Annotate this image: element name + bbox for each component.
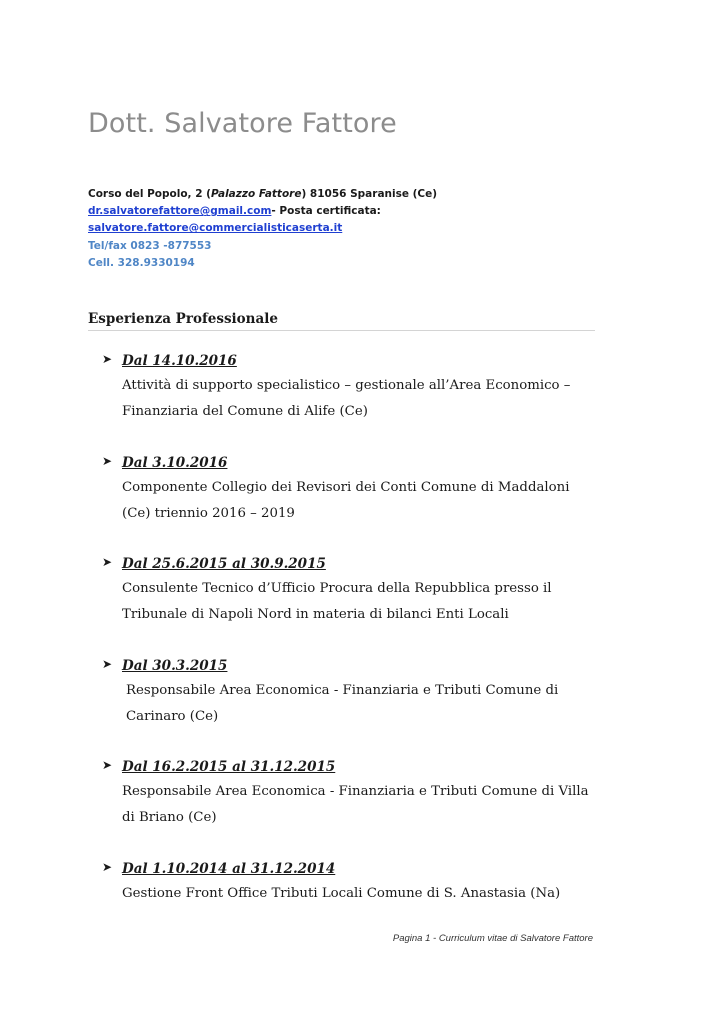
experience-item <box>102 858 592 907</box>
experience-date: Dal 1.10.2014 al 31.12.2014 <box>122 860 336 877</box>
pec-line <box>88 220 437 237</box>
arrow-bullet-icon: ➤ <box>102 453 113 468</box>
experience-date: Dal 25.6.2015 al 30.9.2015 <box>122 556 326 572</box>
experience-date: Dal 30.3.2015 <box>122 657 228 674</box>
experience-desc: Finanziaria del Comune di Alife (Ce) <box>122 404 368 419</box>
experience-desc: Tribunale di Napoli Nord in materia di bilanci Enti Locali <box>122 607 509 622</box>
experience-date: Dal 14.10.2016 <box>122 353 237 369</box>
experience-desc: Carinaro (Ce) <box>126 708 219 724</box>
address-italic: Palazzo Fattore <box>210 188 302 200</box>
experience-list <box>102 350 592 933</box>
address-line <box>88 186 437 203</box>
experience-desc: Attività di supporto specialistico – gestionale all’Area Economico – <box>122 378 571 393</box>
arrow-bullet-icon: ➤ <box>102 656 113 671</box>
experience-desc: Consulente Tecnico d’Ufficio Procura della Repubblica presso il <box>122 581 552 596</box>
experience-item <box>102 452 592 527</box>
experience-desc: Responsabile Area Economica - Finanziaria e Tributi Comune di Villa <box>122 784 589 799</box>
address-suffix: ) 81056 Sparanise (Ce) <box>301 188 438 200</box>
experience-desc: Gestione Front Office Tributi Locali Comune di S. Anastasia (Na) <box>122 885 561 901</box>
experience-item <box>102 350 592 425</box>
experience-item <box>102 655 592 730</box>
page-footer: Pagina 1 - Curriculum vitae di Salvatore Fattore <box>392 933 593 944</box>
section-title-experience: Esperienza Professionale <box>88 311 595 331</box>
experience-desc: Componente Collegio dei Revisori dei Conti Comune di Maddaloni <box>122 479 570 495</box>
experience-date: Dal 16.2.2015 al 31.12.2015 <box>122 759 336 775</box>
pec-label: - Posta certificata: <box>271 205 381 218</box>
email-line <box>88 203 437 220</box>
experience-desc: Responsabile Area Economica - Finanziaria e Tributi Comune di <box>126 682 559 698</box>
arrow-bullet-icon: ➤ <box>102 859 113 874</box>
arrow-bullet-icon: ➤ <box>102 352 113 366</box>
experience-item <box>102 553 592 628</box>
arrow-bullet-icon: ➤ <box>102 555 113 569</box>
email-link[interactable]: dr.salvatorefattore@gmail.com <box>88 205 272 218</box>
telfax: Tel/fax 0823 -877553 <box>88 239 212 252</box>
pec-link[interactable]: salvatore.fattore@commercialisticaserta.it <box>88 222 343 235</box>
contact-block <box>88 186 437 272</box>
address-prefix: Corso del Popolo, 2 ( <box>88 188 211 200</box>
experience-item <box>102 756 592 831</box>
arrow-bullet-icon: ➤ <box>102 758 113 772</box>
page-title: Dott. Salvatore Fattore <box>88 108 397 139</box>
cell: Cell. 328.9330194 <box>88 256 195 269</box>
experience-desc: di Briano (Ce) <box>122 810 217 825</box>
experience-date: Dal 3.10.2016 <box>122 454 228 471</box>
experience-desc: (Ce) triennio 2016 – 2019 <box>122 505 295 521</box>
